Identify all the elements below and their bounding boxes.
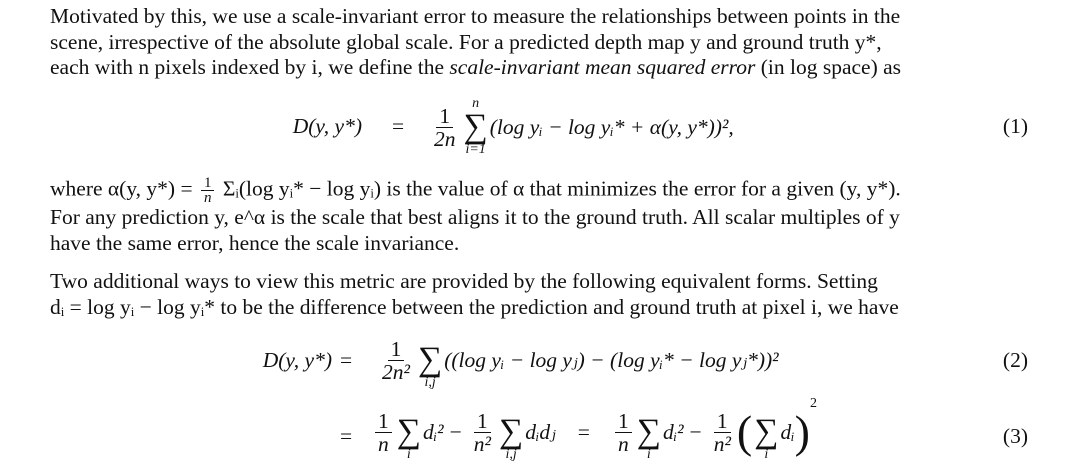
fraction-denominator: n [617, 431, 629, 456]
summation [418, 330, 442, 390]
equation-1 [0, 88, 1080, 166]
fraction-denominator: 2n [434, 126, 456, 151]
sum-lower-limit: i=1 [465, 142, 486, 157]
equals-sign: = [577, 419, 590, 444]
text-run: each with n pixels indexed by i, we define the [50, 55, 450, 79]
text-run: Σᵢ(log yᵢ* − log yᵢ) is the value of α that minimizes the error for a given (y, y*). [217, 176, 901, 201]
equals-sign: = [340, 348, 353, 372]
summand: dᵢ² [662, 419, 684, 444]
paragraph-line: have the same error, hence the scale invariance. [50, 230, 460, 255]
sum-lower-limit: i [764, 447, 769, 462]
fraction [379, 338, 413, 383]
sigma-symbol: ∑ [636, 413, 661, 450]
minus-sign: − [689, 419, 702, 444]
sum-lower-limit: i,j [424, 375, 436, 390]
fraction-numerator: 1 [375, 410, 392, 433]
paragraph-alpha-definition [50, 176, 1030, 256]
text-run: (in log space) as [755, 55, 902, 79]
fraction-numerator: 1 [714, 410, 731, 433]
summand: ((log yᵢ − log yⱼ) − (log yᵢ* − log yⱼ*))² [444, 347, 779, 372]
equation-3 [0, 394, 1080, 470]
summation [397, 402, 421, 462]
fraction-numerator: 1 [388, 338, 405, 361]
paragraph-line: dᵢ = log yᵢ − log yᵢ* to be the difference between the prediction and ground truth at pixel i, we have [50, 294, 899, 319]
text-run: where α(y, y*) = [50, 176, 198, 201]
fraction-denominator: n² [473, 431, 491, 456]
fraction-denominator: n [378, 431, 389, 456]
summation [464, 97, 488, 157]
minus-sign: − [449, 419, 462, 444]
right-paren: ) [794, 406, 810, 457]
paragraph-intro [50, 4, 1030, 81]
equation-rhs [428, 88, 734, 166]
equation-lhs: D(y, y*) [262, 348, 332, 372]
equals-sign: = [392, 114, 405, 138]
paragraph-equivalent-forms [50, 269, 1030, 320]
fraction-numerator: 1 [474, 410, 491, 433]
equation-lhs: D(y, y*) [292, 114, 362, 138]
summation [754, 402, 778, 462]
fraction [431, 105, 459, 150]
fraction-numerator: 1 [436, 105, 453, 128]
sigma-symbol: ∑ [498, 413, 524, 450]
fraction [615, 410, 632, 455]
equation-number: (3) [1002, 424, 1028, 448]
summand: dᵢdⱼ [525, 419, 556, 444]
equals-sign: = [340, 424, 353, 448]
fraction [471, 410, 494, 455]
summand: dᵢ [780, 419, 795, 444]
sigma-symbol: ∑ [417, 341, 443, 378]
fraction-denominator: n² [713, 431, 731, 456]
summation [499, 402, 523, 462]
equation-rhs [376, 326, 779, 394]
summand: (log yᵢ − log yᵢ* + α(y, y*))², [489, 114, 734, 139]
equation-rhs [372, 394, 817, 470]
emphasized-term: scale-invariant mean squared error [449, 55, 756, 79]
paragraph-line [50, 176, 1030, 205]
paragraph-line: Two additional ways to view this metric are provided by the following equivalent forms. Setting [50, 269, 878, 293]
fraction [711, 410, 734, 455]
sigma-symbol: ∑ [754, 413, 779, 450]
sigma-symbol: ∑ [396, 413, 421, 450]
paragraph-line [50, 55, 1030, 81]
equation-number: (2) [1002, 348, 1028, 372]
summand: dᵢ² [423, 419, 444, 444]
sum-lower-limit: i [646, 447, 651, 462]
sigma-symbol: ∑ [463, 108, 488, 145]
fraction [375, 410, 392, 455]
inline-fraction [201, 176, 215, 205]
sum-upper-limit: n [472, 96, 480, 111]
equation-2 [0, 326, 1080, 394]
exponent: 2 [809, 396, 817, 411]
summation [637, 402, 661, 462]
left-paren: ( [736, 406, 753, 457]
paragraph-line: For any prediction y, e^α is the scale that best aligns it to the ground truth. All scalar multiples of y [50, 205, 900, 229]
sum-lower-limit: i,j [505, 447, 517, 462]
paragraph-line: scene, irrespective of the absolute global scale. For a predicted depth map y and ground truth y*, [50, 29, 882, 54]
equation-number: (1) [1002, 114, 1028, 138]
fraction-denominator: n [203, 190, 212, 206]
fraction-denominator: 2n² [382, 359, 410, 384]
sum-lower-limit: i [406, 447, 411, 462]
paragraph-line: Motivated by this, we use a scale-invariant error to measure the relationships between points in the [50, 4, 901, 28]
fraction-numerator: 1 [615, 410, 632, 433]
fraction-numerator: 1 [201, 176, 215, 191]
